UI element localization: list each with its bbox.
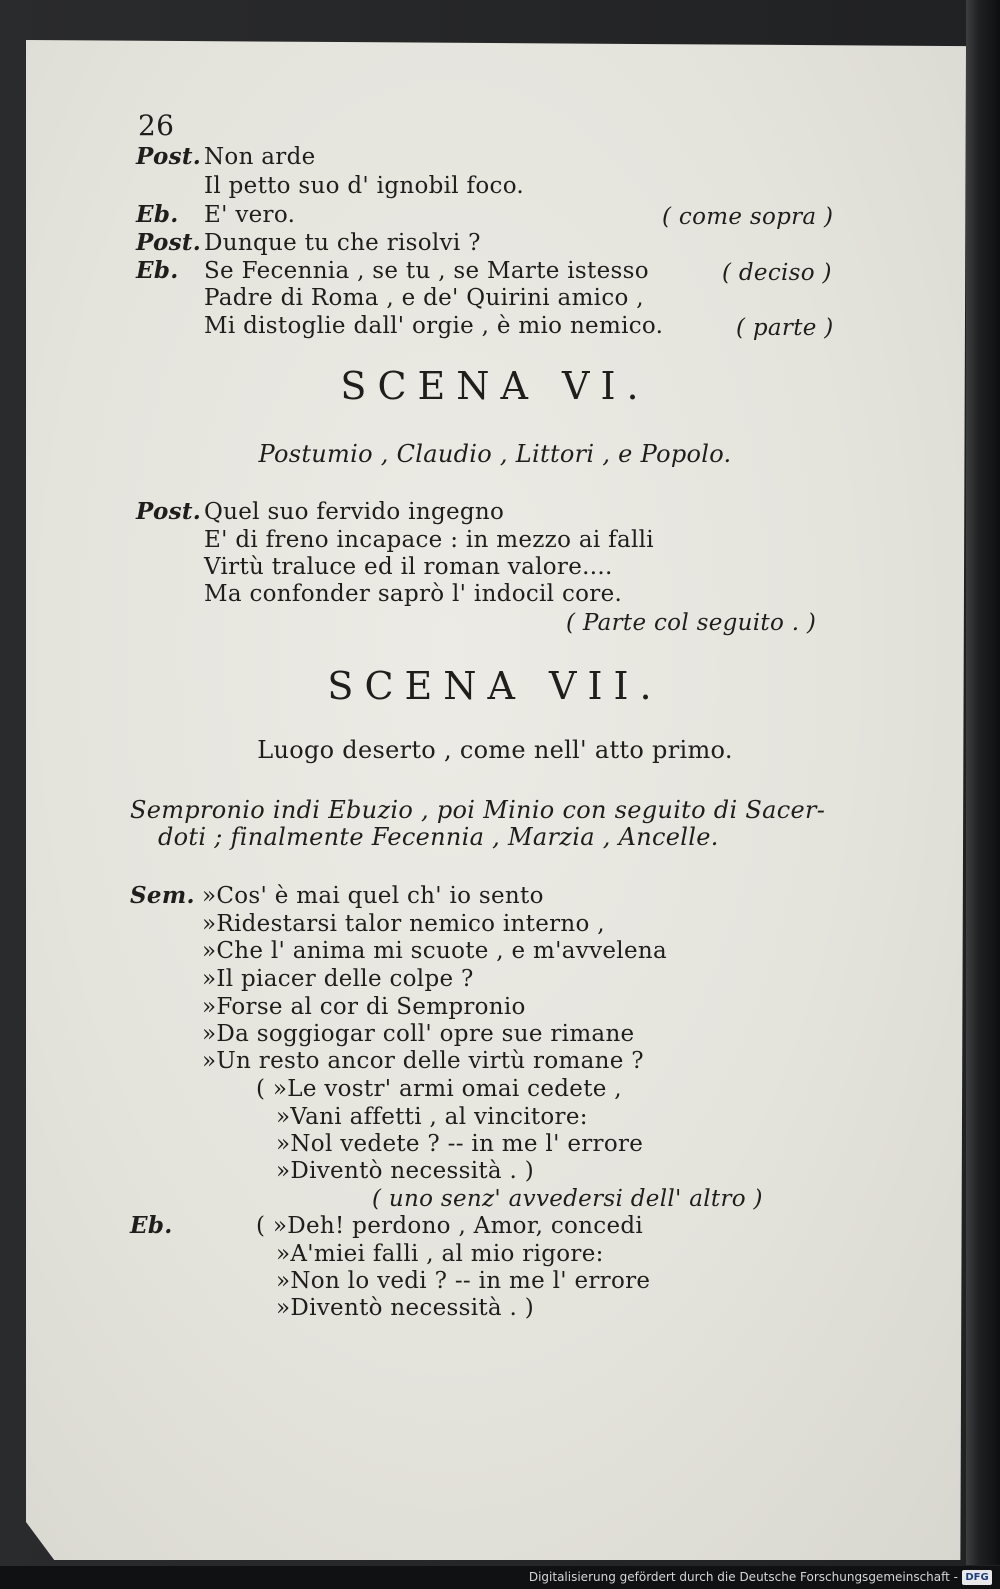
verse-line: Virtù traluce ed il roman valore.... [204, 554, 613, 580]
verse-line: Quel suo fervido ingegno [204, 499, 505, 525]
page-number: 26 [138, 109, 175, 142]
scene-cast: Sempronio indi Ebuzio , poi Minio con seguito di Sacer- [130, 796, 826, 824]
dfg-logo: DFG [962, 1570, 992, 1585]
scene-heading: SCENA VII. [327, 664, 663, 708]
verse-line: E' vero. [204, 202, 296, 228]
verse-line: Ma confonder saprò l' indocil core. [204, 581, 623, 607]
scene-cast: Postumio , Claudio , Littori , e Popolo. [258, 440, 732, 468]
verse-line: »Il piacer delle colpe ? [202, 966, 474, 992]
stage-direction: ( come sopra ) [662, 204, 834, 230]
verse-line: Il petto suo d' ignobil foco. [204, 173, 525, 199]
scene-setting: Luogo deserto , come nell' atto primo. [257, 736, 733, 764]
verse-line: »Da soggiogar coll' opre sue rimane [202, 1021, 635, 1047]
footer-bar [0, 1566, 1000, 1589]
verse-line: »Ridestarsi talor nemico interno , [202, 911, 605, 937]
aria-line: »Diventò necessità . ) [276, 1158, 535, 1184]
verse-line: Dunque tu che risolvi ? [204, 230, 481, 256]
funding-notice: Digitalisierung gefördert durch die Deutsche Forschungsgemeinschaft - [528, 1570, 958, 1584]
aria-line: ( »Le vostr' armi omai cedete , [256, 1076, 622, 1102]
scene-cast: doti ; finalmente Fecennia , Marzia , Ancelle. [158, 823, 719, 851]
speaker-label: Post. [136, 143, 202, 170]
aria-line: »Diventò necessità . ) [276, 1295, 535, 1321]
aria-line: »Non lo vedi ? -- in me l' errore [276, 1268, 651, 1294]
aria-line: ( »Deh! perdono , Amor, concedi [256, 1213, 644, 1239]
scene-heading: SCENA VI. [340, 364, 650, 408]
speaker-label: Eb. [136, 257, 179, 284]
aria-line: »Nol vedete ? -- in me l' errore [276, 1131, 644, 1157]
stage-direction: ( uno senz' avvedersi dell' altro ) [372, 1186, 763, 1212]
stage-direction: ( Parte col seguito . ) [566, 610, 817, 636]
stage-direction: ( parte ) [736, 315, 834, 341]
verse-line: »Forse al cor di Sempronio [202, 994, 526, 1020]
verse-line: Padre di Roma , e de' Quirini amico , [204, 285, 644, 311]
stage-direction: ( deciso ) [722, 260, 832, 286]
verse-line: Mi distoglie dall' orgie , è mio nemico. [204, 313, 664, 339]
speaker-label: Post. [136, 229, 202, 256]
aria-line: »Vani affetti , al vincitore: [276, 1104, 588, 1130]
verse-line: »Cos' è mai quel ch' io sento [202, 883, 544, 909]
speaker-label: Eb. [136, 201, 179, 228]
verse-line: »Un resto ancor delle virtù romane ? [202, 1048, 644, 1074]
verse-line: »Che l' anima mi scuote , e m'avvelena [202, 938, 667, 964]
speaker-label: Post. [136, 498, 202, 525]
verse-line: E' di freno incapace : in mezzo ai falli [204, 527, 654, 553]
speaker-label: Eb. [130, 1212, 173, 1239]
verse-line: Non arde [204, 144, 316, 170]
verse-line: Se Fecennia , se tu , se Marte istesso [204, 258, 649, 284]
aria-line: »A'miei falli , al mio rigore: [276, 1241, 604, 1267]
speaker-label: Sem. [130, 882, 195, 909]
